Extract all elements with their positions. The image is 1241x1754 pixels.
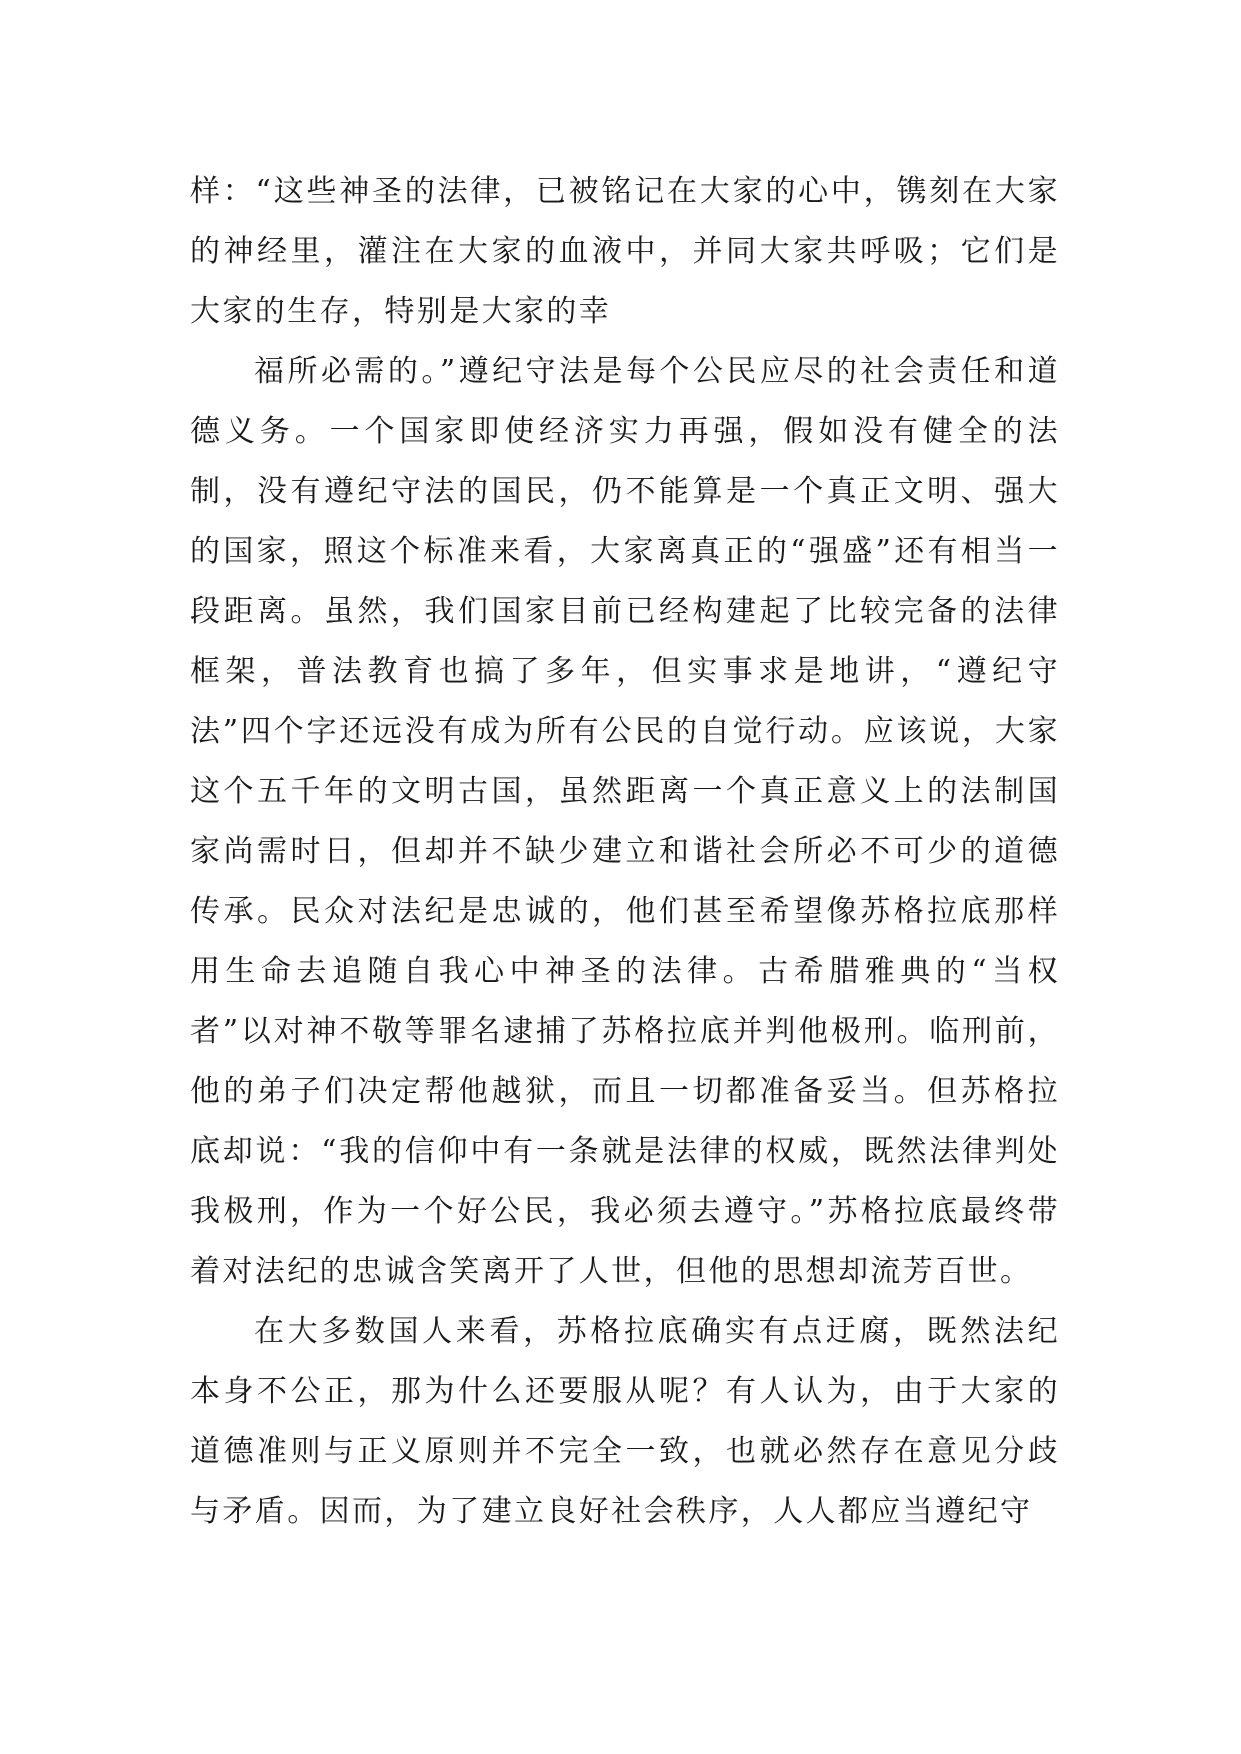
- paragraph-continued: 样：“这些神圣的法律，已被铭记在大家的心中，镌刻在大家的神经里，灌注在大家的血液中，并同大家共呼吸；它们是大家的生存，特别是大家的幸: [190, 174, 1060, 329]
- body-text: [190, 162, 1060, 1542]
- paragraph-socrates: 福所必需的。”遵纪守法是每个公民应尽的社会责任和道德义务。一个国家即使经济实力再强，假如没有健全的法制，没有遵纪守法的国民，仍不能算是一个真正文明、强大的国家，照这个标准来看，大家离真正的“强盛”还有相当一段距离。虽然，我们国家目前已经构建起了比较完备的法律框架，普法教育也搞了多年，但实事求是地讲，“遵纪守法”四个字还远没有成为所有公民的自觉行动。应该说，大家这个五千年的文明古国，虽然距离一个真正意义上的法制国家尚需时日，但却并不缺少建立和谐社会所必不可少的道德传承。民众对法纪是忠诚的，他们甚至希望像苏格拉底那样用生命去追随自我心中神圣的法律。古希腊雅典的“当权者”以对神不敬等罪名逮捕了苏格拉底并判他极刑。临刑前，他的弟子们决定帮他越狱，而且一切都准备妥当。但苏格拉底却说：“我的信仰中有一条就是法律的权威，既然法律判处我极刑，作为一个好公民，我必须去遵守。”苏格拉底最终带着对法纪的忠诚含笑离开了人世，但他的思想却流芳百世。: [190, 354, 1060, 1289]
- paragraph-moral-principles: 在大多数国人来看，苏格拉底确实有点迂腐，既然法纪本身不公正，那为什么还要服从呢？有人认为，由于大家的道德准则与正义原则并不完全一致，也就必然存在意见分歧与矛盾。因而，为了建立良好社会秩序，人人都应当遵纪守: [190, 1314, 1060, 1529]
